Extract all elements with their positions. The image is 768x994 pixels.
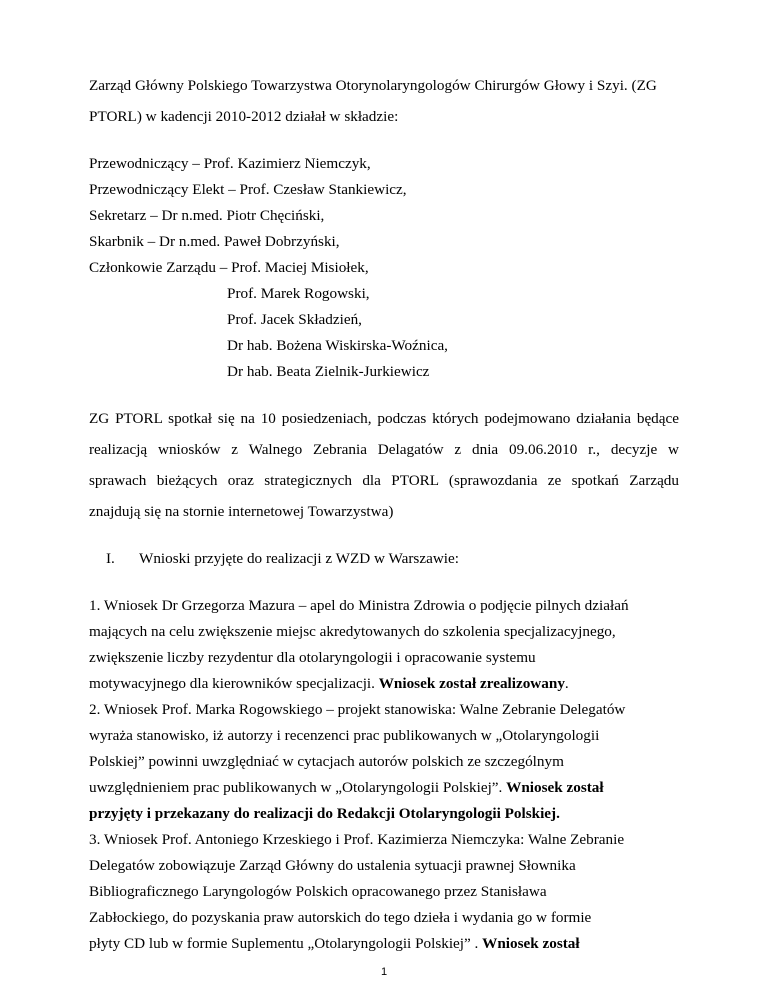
motion-2-status-start: Wniosek został [506, 779, 604, 796]
section-marker: I. [106, 550, 115, 567]
motion-2-line-2: wyraża stanowisko, iż autorzy i recenzenci prac publikowanych w „Otolaryngologii [89, 727, 600, 744]
board-member: Prof. Marek Rogowski, [227, 285, 370, 302]
motion-1-line-4 [89, 675, 569, 693]
motion-1-text: motywacyjnego dla kierowników specjalizacji. [89, 675, 379, 692]
intro-line-1: Zarząd Główny Polskiego Towarzystwa Otorynolaryngologów Chirurgów Głowy i Szyi. (ZG [89, 77, 657, 94]
motion-3-line-3: Bibliograficznego Laryngologów Polskich opracowanego przez Stanisława [89, 883, 547, 900]
motion-2-line-5 [89, 805, 560, 823]
motion-3-line-1: 3. Wniosek Prof. Antoniego Krzeskiego i Prof. Kazimierza Niemczyka: Walne Zebranie [89, 831, 625, 848]
motion-2-line-4 [89, 779, 604, 797]
meetings-line-2: realizacją wniosków z Walnego Zebrania Delagatów z dnia 09.06.2010 r., decyzje w [89, 441, 679, 458]
board-member: Prof. Jacek Składzień, [227, 311, 362, 328]
motion-3-text: płyty CD lub w formie Suplementu „Otolaryngologii Polskiej” . [89, 935, 483, 952]
motion-1-line-1: 1. Wniosek Dr Grzegorza Mazura – apel do Ministra Zdrowia o podjęcie pilnych działań [89, 597, 629, 614]
board-members-first: Członkowie Zarządu – Prof. Maciej Misiołek, [89, 259, 369, 276]
board-treasurer: Skarbnik – Dr n.med. Paweł Dobrzyński, [89, 233, 340, 250]
board-chair-elect: Przewodniczący Elekt – Prof. Czesław Stankiewicz, [89, 181, 407, 198]
meetings-line-3: sprawach bieżących oraz strategicznych dla PTORL (sprawozdania ze spotkań Zarządu [89, 472, 679, 489]
motion-2-line-1: 2. Wniosek Prof. Marka Rogowskiego – projekt stanowiska: Walne Zebranie Delegatów [89, 701, 626, 718]
meetings-line-4: znajdują się na stornie internetowej Towarzystwa) [89, 503, 394, 520]
page-number: 1 [380, 966, 388, 978]
motion-3-line-2: Delegatów zobowiązuje Zarząd Główny do ustalenia sytuacji prawnej Słownika [89, 857, 576, 874]
intro-line-2: PTORL) w kadencji 2010-2012 działał w składzie: [89, 108, 399, 125]
board-chair: Przewodniczący – Prof. Kazimierz Niemczyk, [89, 155, 371, 172]
motion-1-line-2: mających na celu zwiększenie miejsc akredytowanych do szkolenia specjalizacyjnego, [89, 623, 616, 640]
board-member: Dr hab. Beata Zielnik-Jurkiewicz [227, 363, 430, 380]
section-title: Wnioski przyjęte do realizacji z WZD w Warszawie: [139, 550, 459, 567]
motion-3-line-5 [89, 935, 580, 953]
motion-2-text: uwzględnieniem prac publikowanych w „Otolaryngologii Polskiej”. [89, 779, 507, 796]
motion-1-status: Wniosek został zrealizowany [378, 675, 565, 692]
motion-1-end: . [564, 675, 569, 692]
motion-3-line-4: Zabłockiego, do pozyskania praw autorskich do tego dzieła i wydania go w formie [89, 909, 592, 926]
section-heading [106, 550, 459, 568]
motion-2-line-3: Polskiej” powinni uwzględniać w cytacjach autorów polskich ze szczególnym [89, 753, 564, 770]
meetings-line-1: ZG PTORL spotkał się na 10 posiedzeniach, podczas których podejmowano działania będące [89, 410, 679, 427]
motion-3-status-start: Wniosek został [482, 935, 580, 952]
board-member: Dr hab. Bożena Wiskirska-Woźnica, [227, 337, 448, 354]
motion-1-line-3: zwiększenie liczby rezydentur dla otolaryngologii i opracowanie systemu [89, 649, 536, 666]
board-secretary: Sekretarz – Dr n.med. Piotr Chęciński, [89, 207, 325, 224]
motion-2-status-end: przyjęty i przekazany do realizacji do Redakcji Otolaryngologii Polskiej. [89, 805, 560, 822]
